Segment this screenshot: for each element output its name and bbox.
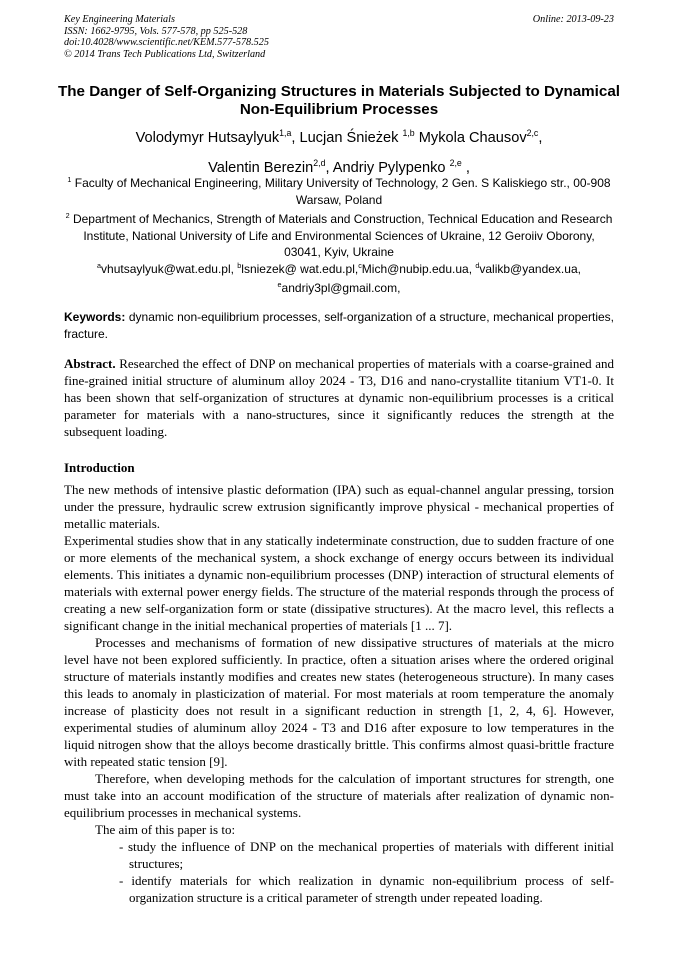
email-sup: d xyxy=(475,261,480,270)
affiliation-2 xyxy=(64,208,614,261)
author-line-2: Valentin Berezin$^{2,d}$, Andriy Pylypenko $^{2,e}$ , xyxy=(208,157,470,176)
author-name: Lucjan Śnieżek xyxy=(299,129,399,146)
email: Mich@nubip.edu.ua, xyxy=(361,262,476,276)
affiliation-1 xyxy=(64,172,614,208)
email-sup: c xyxy=(358,261,362,270)
author-sup: 1,a xyxy=(279,128,292,138)
journal-name: Key Engineering Materials xyxy=(64,14,175,25)
paragraph: Processes and mechanisms of formation of new dissipative structures of materials at the micro level have not been explored sufficiently. In practice, often a situation arises where the ordered original structure of materials instantly modifies and creates new states (heterogeneous structure). In many cases this leads to anomaly in plasticization of material. For most materials at room temperature the anomaly increase of plasticity does not result in a significant reduction in strength [1, 2, 4, 6]. However, experimental studies of aluminum alloy 2024 - T3 and D16 after exposure to low temperatures in the liquid nitrogen show that the alloys become drastically brittle. This confirms almost quasi-brittle fracture with repeated static tension [9]. xyxy=(64,635,614,769)
abstract-label: Abstract. xyxy=(64,356,116,371)
author-name: Valentin Berezin xyxy=(208,159,314,176)
affiliation-text: Faculty of Mechanical Engineering, Military University of Technology, 2 Gen. S Kaliskiego str., 00-908 Warsaw, Poland xyxy=(74,176,611,207)
author-sup: 2,e xyxy=(449,157,462,168)
online-date: Online: 2013-09-23 xyxy=(532,14,614,25)
author-name: Andriy Pylypenko xyxy=(332,159,446,176)
email: valikb@yandex.ua, xyxy=(479,262,581,276)
aim-statement: The aim of this paper is to: xyxy=(95,822,236,837)
paper-title: The Danger of Self-Organizing Structures in Materials Subjected to Dynamical Non-Equilibrium Processes xyxy=(57,83,621,118)
paragraph: Therefore, when developing methods for the calculation of important structures for strength, one must take into an account modification of the structure of materials after realization of dynamic non-equilibrium processes in mechanical systems. xyxy=(64,771,614,820)
journal-issn: ISSN: 1662-9795, Vols. 577-578, pp 525-528 xyxy=(64,25,248,37)
email-sup: a xyxy=(97,261,102,270)
list-item: - identify materials for which realization in dynamic non-equilibrium process of self-organization structure is a critical parameter of strength under repeated loading. xyxy=(119,873,614,905)
email-sup: b xyxy=(237,261,242,270)
introduction-body xyxy=(64,481,614,906)
author-emails xyxy=(64,258,614,297)
email-sup: e xyxy=(277,280,282,290)
author-sup: 2,c xyxy=(526,128,539,138)
aim-list xyxy=(64,838,614,906)
abstract-text: Researched the effect of DNP on mechanical properties of materials with a coarse-grained and fine-grained initial structure of aluminum alloy 2024 - T3, D16 and nano-crystallite titanium VT1-0. It has been shown that self-organization of structures at dynamic non-equilibrium processes is a critical parameter for materials with a nano-structures, since it significantly reduces the strength at the subsequent loading. xyxy=(64,356,614,439)
journal-doi: doi:10.4028/www.scientific.net/KEM.577-578.525 xyxy=(64,37,269,48)
introduction-heading: Introduction xyxy=(64,460,135,475)
keywords xyxy=(64,309,614,342)
author-name: Mykola Chausov xyxy=(418,129,527,146)
list-item: - study the influence of DNP on the mechanical properties of materials with different initial structures; xyxy=(119,839,614,871)
author-sup: 1,b xyxy=(402,128,415,138)
affiliation-sup: 2 xyxy=(65,211,70,220)
journal-header xyxy=(64,14,614,60)
author-name: Volodymyr Hutsaylyuk xyxy=(135,129,280,146)
author-sup: 2,d xyxy=(313,157,326,168)
keywords-label: Keywords: xyxy=(64,310,126,324)
affiliation-sup: 1 xyxy=(67,175,72,184)
abstract xyxy=(64,355,614,440)
email: vhutsaylyuk@wat.edu.pl, xyxy=(101,262,238,276)
email: andriy3pl@gmail.com, xyxy=(281,281,401,296)
paragraph: The new methods of intensive plastic deformation (IPA) such as equal-channel angular pressing, torsion under the pressure, hydraulic screw extrusion significantly improve physical - mechanical properties of metallic materials. xyxy=(64,482,614,531)
affiliation-text: Department of Mechanics, Strength of Materials and Construction, Technical Education and Research Institute, National University of Life and Environmental Sciences of Ukraine, 12 Geroiiv Oborony, 03041, Kyiv, Ukraine xyxy=(72,212,613,260)
keywords-text: dynamic non-equilibrium processes, self-organization of a structure, mechanical properties, fracture. xyxy=(64,310,614,341)
paragraph: Experimental studies show that in any statically indeterminate construction, due to sudden fracture of one or more elements of the mechanical system, a shock exchange of energy occurs between its individual elements. This initiates a dynamic non-equilibrium processes (DNP) interaction of structural elements of materials with external power energy fields. The structure of the material responds through the process of creating a new self-organization form or state (dissipative structures). At the macro level, this reflects a significant change in the initial mechanical properties of materials [1 ... 7]. xyxy=(64,533,614,633)
author-line-1: Volodymyr Hutsaylyuk$^{1,a}$, Lucjan Śnieżek $^{1,b}$ Mykola Chausov$^{2,c}$, xyxy=(135,128,543,146)
email: lsniezek@ wat.edu.pl, xyxy=(241,262,359,276)
journal-copyright: © 2014 Trans Tech Publications Ltd, Switzerland xyxy=(64,48,266,60)
